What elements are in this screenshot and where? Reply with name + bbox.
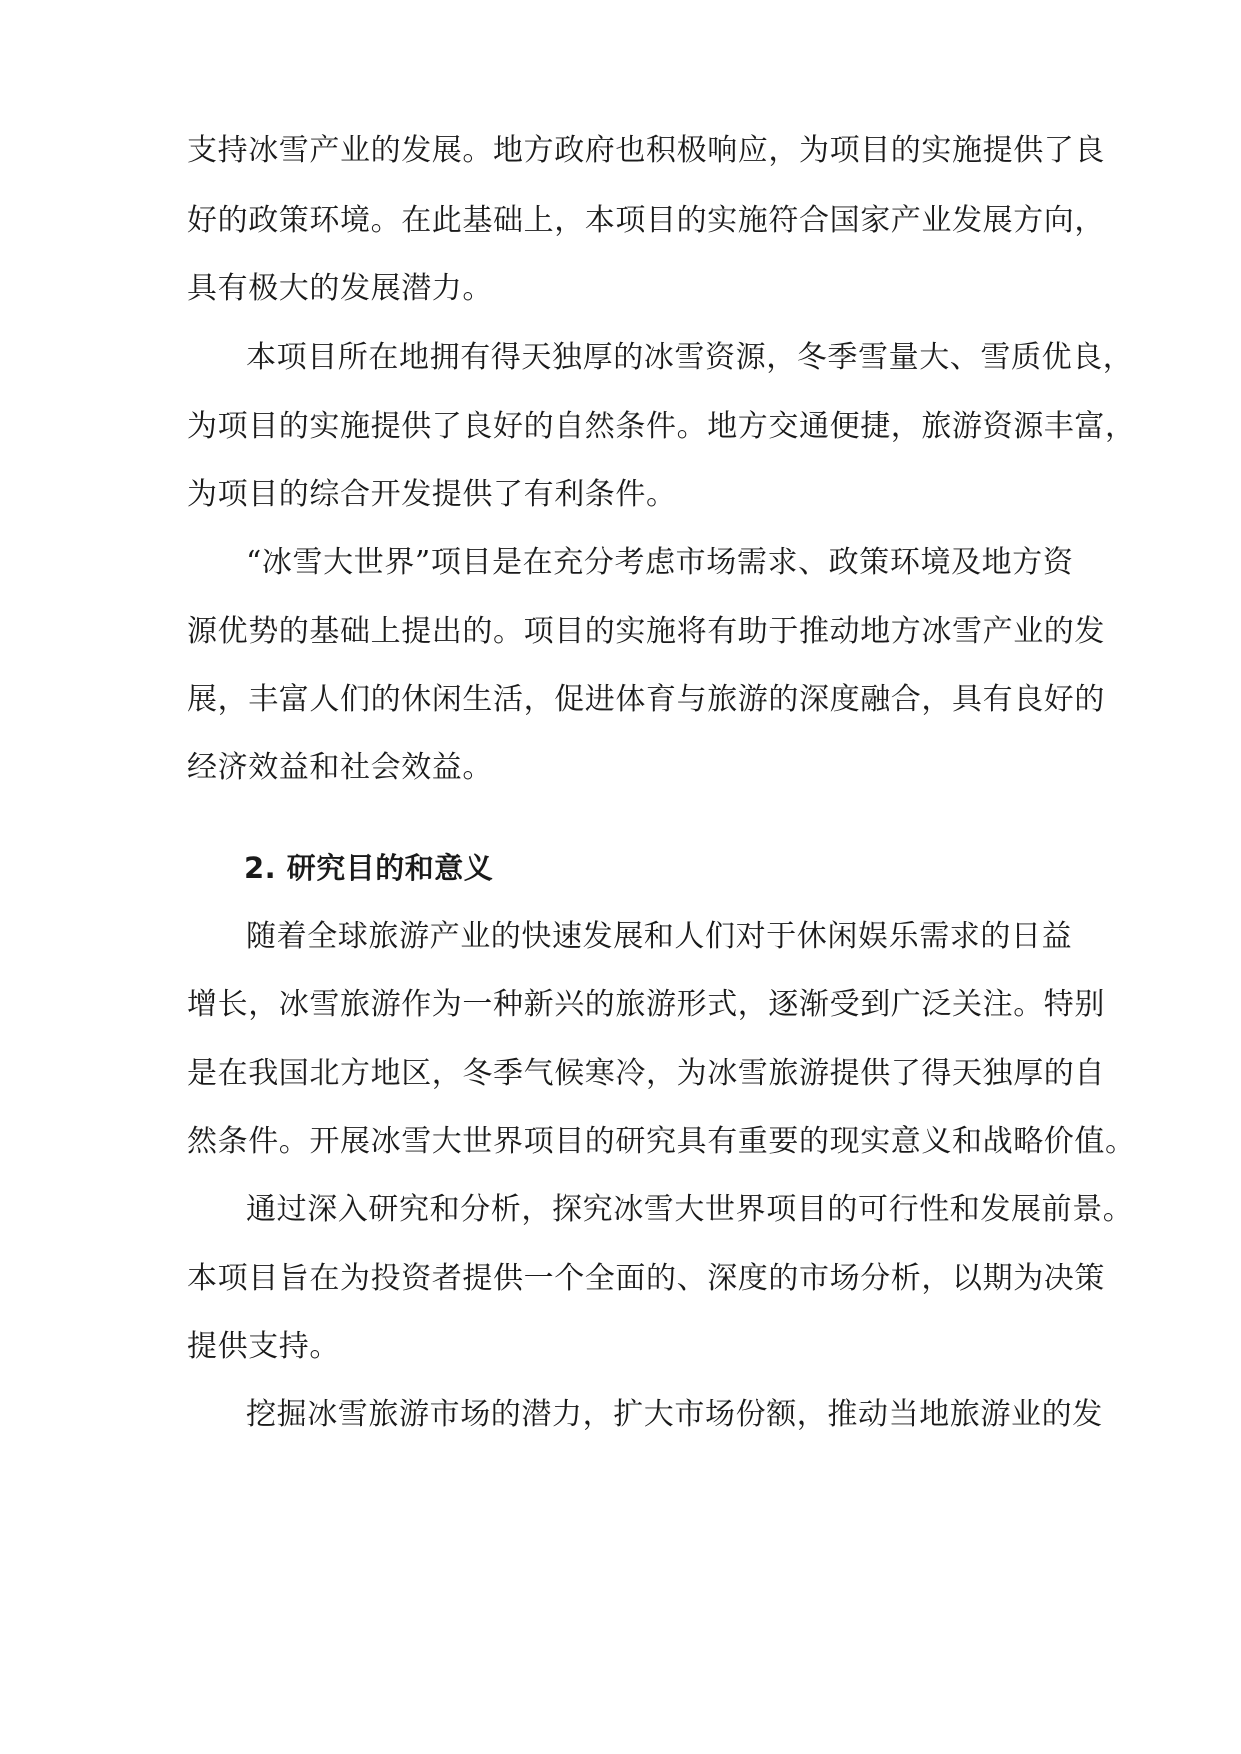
paragraph-3-line-2: 源优势的基础上提出的。项目的实施将有助于推动地方冰雪产业的发: [187, 614, 1105, 649]
paragraph-2-line-1: 本项目所在地拥有得天独厚的冰雪资源，冬季雪量大、雪质优良，: [246, 340, 1134, 375]
paragraph-1-line-3: 具有极大的发展潜力。: [187, 271, 493, 306]
paragraph-6-line-1: 挖掘冰雪旅游市场的潜力，扩大市场份额，推动当地旅游业的发: [246, 1397, 1103, 1432]
paragraph-3-line-1: “冰雪大世界”项目是在充分考虑市场需求、政策环境及地方资: [246, 545, 1074, 580]
paragraph-4-line-1: 随着全球旅游产业的快速发展和人们对于休闲娱乐需求的日益: [246, 919, 1073, 954]
paragraph-4-line-3: 是在我国北方地区，冬季气候寒冷，为冰雪旅游提供了得天独厚的自: [187, 1056, 1105, 1091]
paragraph-1-line-1: 支持冰雪产业的发展。地方政府也积极响应，为项目的实施提供了良: [187, 133, 1105, 168]
paragraph-4-line-4: 然条件。开展冰雪大世界项目的研究具有重要的现实意义和战略价值。: [187, 1124, 1136, 1159]
paragraph-5-line-1: 通过深入研究和分析，探究冰雪大世界项目的可行性和发展前景。: [246, 1192, 1134, 1227]
paragraph-3-line-4: 经济效益和社会效益。: [187, 750, 493, 785]
paragraph-1-line-2: 好的政策环境。在此基础上，本项目的实施符合国家产业发展方向，: [187, 203, 1105, 238]
section-heading: 2. 研究目的和意义: [244, 851, 494, 885]
paragraph-3-line-3: 展，丰富人们的休闲生活，促进体育与旅游的深度融合，具有良好的: [187, 682, 1105, 717]
paragraph-2-line-3: 为项目的综合开发提供了有利条件。: [187, 477, 677, 512]
paragraph-2-line-2: 为项目的实施提供了良好的自然条件。地方交通便捷，旅游资源丰富，: [187, 409, 1136, 444]
paragraph-5-line-2: 本项目旨在为投资者提供一个全面的、深度的市场分析，以期为决策: [187, 1261, 1105, 1296]
paragraph-5-line-3: 提供支持。: [187, 1329, 340, 1364]
paragraph-4-line-2: 增长，冰雪旅游作为一种新兴的旅游形式，逐渐受到广泛关注。特别: [187, 987, 1105, 1022]
